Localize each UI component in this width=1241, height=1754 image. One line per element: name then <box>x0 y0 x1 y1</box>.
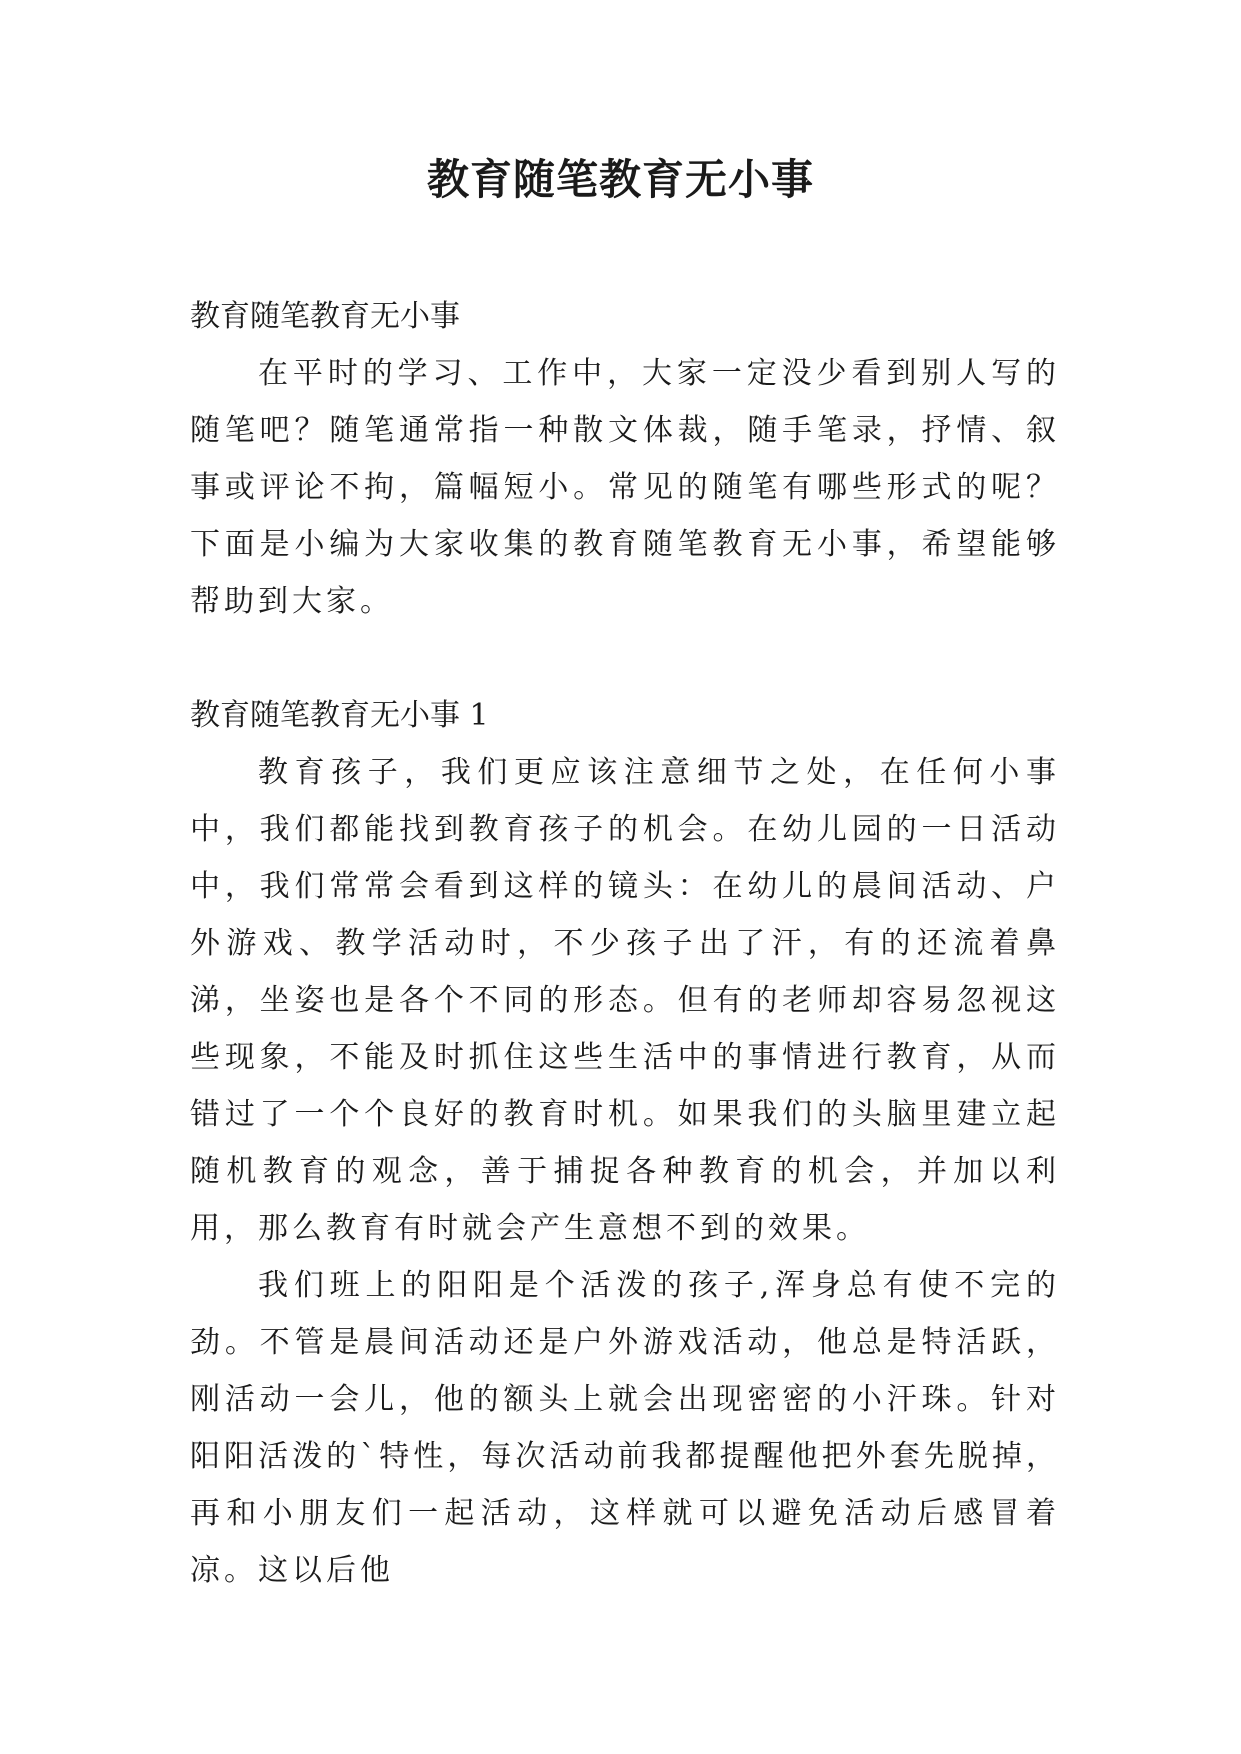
intro-paragraph: 在平时的学习、工作中，大家一定没少看到别人写的随笔吧？随笔通常指一种散文体裁，随手笔录，抒情、叙事或评论不拘，篇幅短小。常见的随笔有哪些形式的呢？下面是小编为大家收集的教育随笔教育无小事，希望能够帮助到大家。 <box>190 356 1060 619</box>
section-paragraph-1: 教育孩子，我们更应该注意细节之处，在任何小事中，我们都能找到教育孩子的机会。在幼儿园的一日活动中，我们常常会看到这样的镜头：在幼儿的晨间活动、户外游戏、教学活动时，不少孩子出了汗，有的还流着鼻涕，坐姿也是各个不同的形态。但有的老师却容易忽视这些现象，不能及时抓住这些生活中的事情进行教育，从而错过了一个个良好的教育时机。如果我们的头脑里建立起随机教育的观念，善于捕捉各种教育的机会，并加以利用，那么教育有时就会产生意想不到的效果。 <box>190 755 1060 1246</box>
section-spacer <box>190 630 1060 687</box>
section-paragraph-2: 我们班上的阳阳是个活泼的孩子,浑身总有使不完的劲。不管是晨间活动还是户外游戏活动，他总是特活跃，刚活动一会儿，他的额头上就会出现密密的小汗珠。针对阳阳活泼的`特性，每次活动前我都提醒他把外套先脱掉，再和小朋友们一起活动，这样就可以避免活动后感冒着凉。这以后他 <box>190 1268 1060 1588</box>
intro-heading: 教育随笔教育无小事 <box>190 299 460 334</box>
section-heading: 教育随笔教育无小事 1 <box>190 698 489 733</box>
document-body <box>190 288 1060 1599</box>
document-title: 教育随笔教育无小事 <box>426 155 814 204</box>
